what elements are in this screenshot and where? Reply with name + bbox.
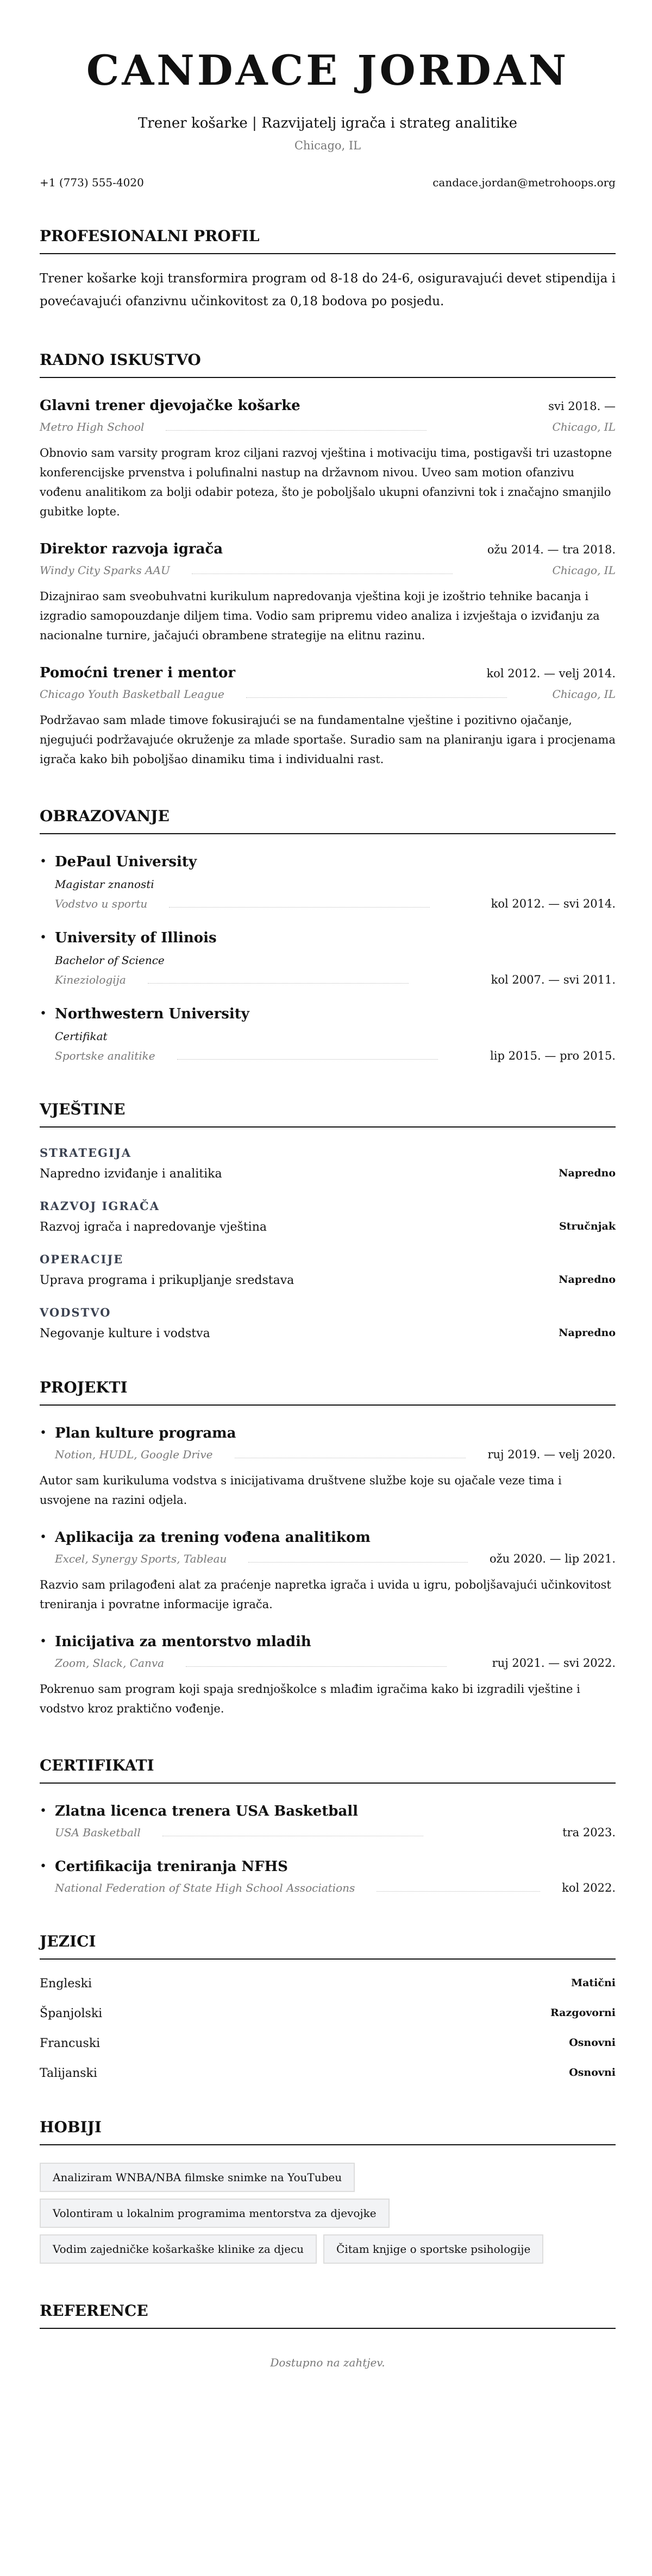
certificate-issuer: National Federation of State High School Associations bbox=[55, 1881, 355, 1894]
dotted-leader bbox=[235, 1451, 466, 1458]
skill-item bbox=[40, 1167, 616, 1181]
school-name: • Northwestern University bbox=[55, 1006, 249, 1022]
dotted-leader bbox=[162, 1829, 423, 1836]
project-description: Autor sam kurikuluma vodstva s inicijativama društvene službe koje su ojačale veze tima i usvojene na razini odjela. bbox=[40, 1474, 562, 1507]
hobby-chip: Volontiram u lokalnim programima mentorstva za djevojke bbox=[40, 2199, 390, 2228]
project-tech: Zoom, Slack, Canva bbox=[55, 1657, 165, 1670]
job-meta bbox=[40, 564, 616, 577]
language-level: Razgovorni bbox=[550, 2007, 616, 2019]
job-title: Pomoćni trener i mentor bbox=[40, 665, 236, 681]
project-tech: Excel, Synergy Sports, Tableau bbox=[55, 1552, 227, 1565]
references-text: Dostupno na zahtjev. bbox=[270, 2356, 385, 2369]
job-dates: ožu 2014. — tra 2018. bbox=[487, 543, 616, 556]
job-description: Obnovio sam varsity program kroz ciljani razvoj vještina i motivaciju tima, postigavši tri uzastopne konferencijske prvenstva i polufinalni nastup na državnom nivou. Uveo sam motion ofanzivu vođenu analitikom za bolji odabir poteza, što je poboljšalo ukupni ofanzivni tok i značajno smanjilo gubitke lopte. bbox=[40, 446, 612, 518]
education-meta bbox=[55, 973, 616, 986]
field-of-study: Vodstvo u sportu bbox=[55, 897, 148, 910]
section-title: HOBIJI bbox=[40, 2118, 616, 2145]
job-entry bbox=[40, 541, 616, 645]
education-dates: lip 2015. — pro 2015. bbox=[490, 1049, 616, 1062]
headline: Trener košarke | Razvijatelj igrača i strateg analitike bbox=[137, 115, 518, 131]
education-meta bbox=[55, 897, 616, 910]
section-title: VJEŠTINE bbox=[40, 1100, 616, 1128]
job-entry bbox=[40, 665, 616, 769]
skill-level: Napredno bbox=[559, 1167, 616, 1179]
project-title: • Aplikacija za trening vođena analitikom bbox=[55, 1529, 371, 1546]
project-meta bbox=[55, 1657, 616, 1670]
job-description: Dizajnirao sam sveobuhvatni kurikulum napredovanja vještina koji je izoštrio tehnike bacanja i izgradio samopouzdanje diljem tima. Vodio sam pripremu video analiza i izvještaja o izviđanju za nacionalne turnire, jačajući obrambene strategije na elitnu razinu. bbox=[40, 590, 600, 642]
organization: Windy City Sparks AAU bbox=[40, 564, 170, 577]
job-description: Podržavao sam mlade timove fokusirajući se na fundamentalne vještine i pozitivno ojačanje, njegujući podržavajuće okruženje za mlade sportaše. Suradio sam na planiranju igara i procjenama igrača kako bih poboljšao dinamiku tima i individualni rast. bbox=[40, 714, 616, 766]
skill-name: Negovanje kulture i vodstva bbox=[40, 1327, 210, 1340]
language-name: Francuski bbox=[40, 2037, 101, 2050]
job-title: Glavni trener djevojačke košarke bbox=[40, 398, 300, 414]
job-header bbox=[40, 665, 616, 681]
skill-item bbox=[40, 1274, 616, 1287]
profile-section bbox=[40, 227, 616, 313]
project-tech: Notion, HUDL, Google Drive bbox=[55, 1448, 213, 1461]
project-meta bbox=[55, 1552, 616, 1565]
profile-text: Trener košarke koji transformira program od 8-18 do 24-6, osiguravajući devet stipendija i povećavajući ofanzivnu učinkovitost za 0,18 bodova po posjedu. bbox=[40, 272, 616, 308]
dotted-leader bbox=[148, 976, 409, 984]
education-entry bbox=[40, 854, 616, 910]
skill-name: Napredno izviđanje i analitika bbox=[40, 1167, 222, 1181]
dotted-leader bbox=[192, 566, 453, 574]
organization: Metro High School bbox=[40, 420, 145, 433]
project-entry bbox=[40, 1634, 616, 1718]
language-level: Osnovni bbox=[569, 2037, 616, 2049]
degree: Certifikat bbox=[55, 1030, 108, 1043]
hobby-chip: Čitam knjige o sportske psihologije bbox=[323, 2234, 543, 2264]
project-entry bbox=[40, 1425, 616, 1510]
education-dates: kol 2007. — svi 2011. bbox=[491, 973, 616, 986]
project-meta bbox=[55, 1448, 616, 1461]
job-meta bbox=[40, 688, 616, 701]
education-section bbox=[40, 807, 616, 1062]
project-description: Pokrenuo sam program koji spaja srednjoškolce s mlađim igračima kako bi izgradili vještine i vodstvo kroz praktično vođenje. bbox=[40, 1683, 580, 1715]
certificate-meta bbox=[55, 1881, 616, 1894]
certificate-date: tra 2023. bbox=[562, 1826, 616, 1839]
project-dates: ožu 2020. — lip 2021. bbox=[489, 1552, 616, 1565]
phone[interactable]: +1 (773) 555-4020 bbox=[40, 176, 144, 189]
job-title: Direktor razvoja igrača bbox=[40, 541, 223, 557]
degree: Magistar znanosti bbox=[55, 878, 154, 891]
section-title: PROFESIONALNI PROFIL bbox=[40, 227, 616, 254]
skill-item bbox=[40, 1220, 616, 1234]
skill-name: Uprava programa i prikupljanje sredstava bbox=[40, 1274, 294, 1287]
skill-level: Napredno bbox=[559, 1274, 616, 1286]
certificate-title: • Certifikacija treniranja NFHS bbox=[55, 1859, 288, 1875]
language-level: Matični bbox=[571, 1977, 616, 1989]
resume-header bbox=[40, 48, 616, 152]
language-name: Španjolski bbox=[40, 2007, 103, 2020]
candidate-name: CANDACE JORDAN bbox=[86, 46, 569, 95]
job-location: Chicago, IL bbox=[552, 688, 616, 701]
organization: Chicago Youth Basketball League bbox=[40, 688, 224, 701]
skill-level: Napredno bbox=[559, 1327, 616, 1339]
skills-section bbox=[40, 1100, 616, 1340]
project-dates: ruj 2019. — velj 2020. bbox=[487, 1448, 616, 1461]
section-title: OBRAZOVANJE bbox=[40, 807, 616, 834]
job-dates: kol 2012. — velj 2014. bbox=[486, 667, 616, 680]
degree: Bachelor of Science bbox=[55, 954, 165, 967]
certificate-meta bbox=[55, 1826, 616, 1839]
language-item bbox=[40, 2007, 616, 2020]
certificate-entry bbox=[40, 1859, 616, 1894]
languages-section bbox=[40, 1932, 616, 2080]
language-item bbox=[40, 2037, 616, 2050]
skill-category: STRATEGIJA bbox=[40, 1146, 132, 1160]
project-title: • Plan kulture programa bbox=[55, 1425, 236, 1441]
school-name: • University of Illinois bbox=[55, 930, 217, 946]
certificate-date: kol 2022. bbox=[562, 1881, 616, 1894]
dotted-leader bbox=[246, 690, 507, 698]
section-title: JEZICI bbox=[40, 1932, 616, 1960]
language-name: Talijanski bbox=[40, 2067, 97, 2080]
certificate-title: • Zlatna licenca trenera USA Basketball bbox=[55, 1803, 359, 1819]
education-entry bbox=[40, 930, 616, 986]
skill-category: OPERACIJE bbox=[40, 1252, 124, 1266]
job-entry bbox=[40, 398, 616, 521]
field-of-study: Kineziologija bbox=[55, 973, 126, 986]
project-description: Razvio sam prilagođeni alat za praćenje napretka igrača i uvida u igru, poboljšavajući učinkovitost treniranja i povratne informacije igrača. bbox=[40, 1578, 611, 1611]
education-dates: kol 2012. — svi 2014. bbox=[491, 897, 616, 910]
project-entry bbox=[40, 1529, 616, 1614]
job-meta bbox=[40, 420, 616, 433]
job-location: Chicago, IL bbox=[552, 564, 616, 577]
language-level: Osnovni bbox=[569, 2067, 616, 2079]
skill-category: RAZVOJ IGRAČA bbox=[40, 1199, 160, 1213]
email[interactable]: candace.jordan@metrohoops.org bbox=[432, 176, 616, 189]
dotted-leader bbox=[248, 1555, 468, 1563]
certificate-issuer: USA Basketball bbox=[55, 1826, 141, 1839]
section-title: PROJEKTI bbox=[40, 1378, 616, 1406]
hobby-chip: Analiziram WNBA/NBA filmske snimke na YouTubeu bbox=[40, 2163, 355, 2192]
dotted-leader bbox=[166, 423, 427, 431]
projects-section bbox=[40, 1378, 616, 1718]
section-title: RADNO ISKUSTVO bbox=[40, 351, 616, 378]
location: Chicago, IL bbox=[294, 139, 361, 152]
certificate-entry bbox=[40, 1803, 616, 1839]
certificates-section bbox=[40, 1756, 616, 1894]
school-name: • DePaul University bbox=[55, 854, 197, 870]
job-header bbox=[40, 541, 616, 557]
job-dates: svi 2018. — bbox=[548, 400, 616, 413]
references-section bbox=[40, 2302, 616, 2369]
education-entry bbox=[40, 1006, 616, 1062]
job-location: Chicago, IL bbox=[552, 420, 616, 433]
hobbies-section bbox=[40, 2118, 616, 2264]
section-title: REFERENCE bbox=[40, 2302, 616, 2329]
dotted-leader bbox=[377, 1884, 540, 1892]
skill-category: VODSTVO bbox=[40, 1306, 111, 1319]
dotted-leader bbox=[186, 1659, 447, 1667]
experience-section bbox=[40, 351, 616, 769]
skill-level: Stručnjak bbox=[559, 1220, 616, 1232]
hobby-chip: Vodim zajedničke košarkaške klinike za djecu bbox=[40, 2234, 317, 2264]
project-dates: ruj 2021. — svi 2022. bbox=[492, 1657, 616, 1670]
skill-item bbox=[40, 1327, 616, 1340]
project-title: • Inicijativa za mentorstvo mladih bbox=[55, 1634, 311, 1650]
language-name: Engleski bbox=[40, 1977, 92, 1991]
education-meta bbox=[55, 1049, 616, 1062]
dotted-leader bbox=[177, 1052, 438, 1060]
skill-name: Razvoj igrača i napredovanje vještina bbox=[40, 1220, 267, 1234]
contact-row bbox=[40, 176, 616, 189]
section-title: CERTIFIKATI bbox=[40, 1756, 616, 1784]
language-item bbox=[40, 1977, 616, 1991]
job-header bbox=[40, 398, 616, 414]
field-of-study: Sportske analitike bbox=[55, 1049, 155, 1062]
language-item bbox=[40, 2067, 616, 2080]
dotted-leader bbox=[169, 900, 430, 908]
